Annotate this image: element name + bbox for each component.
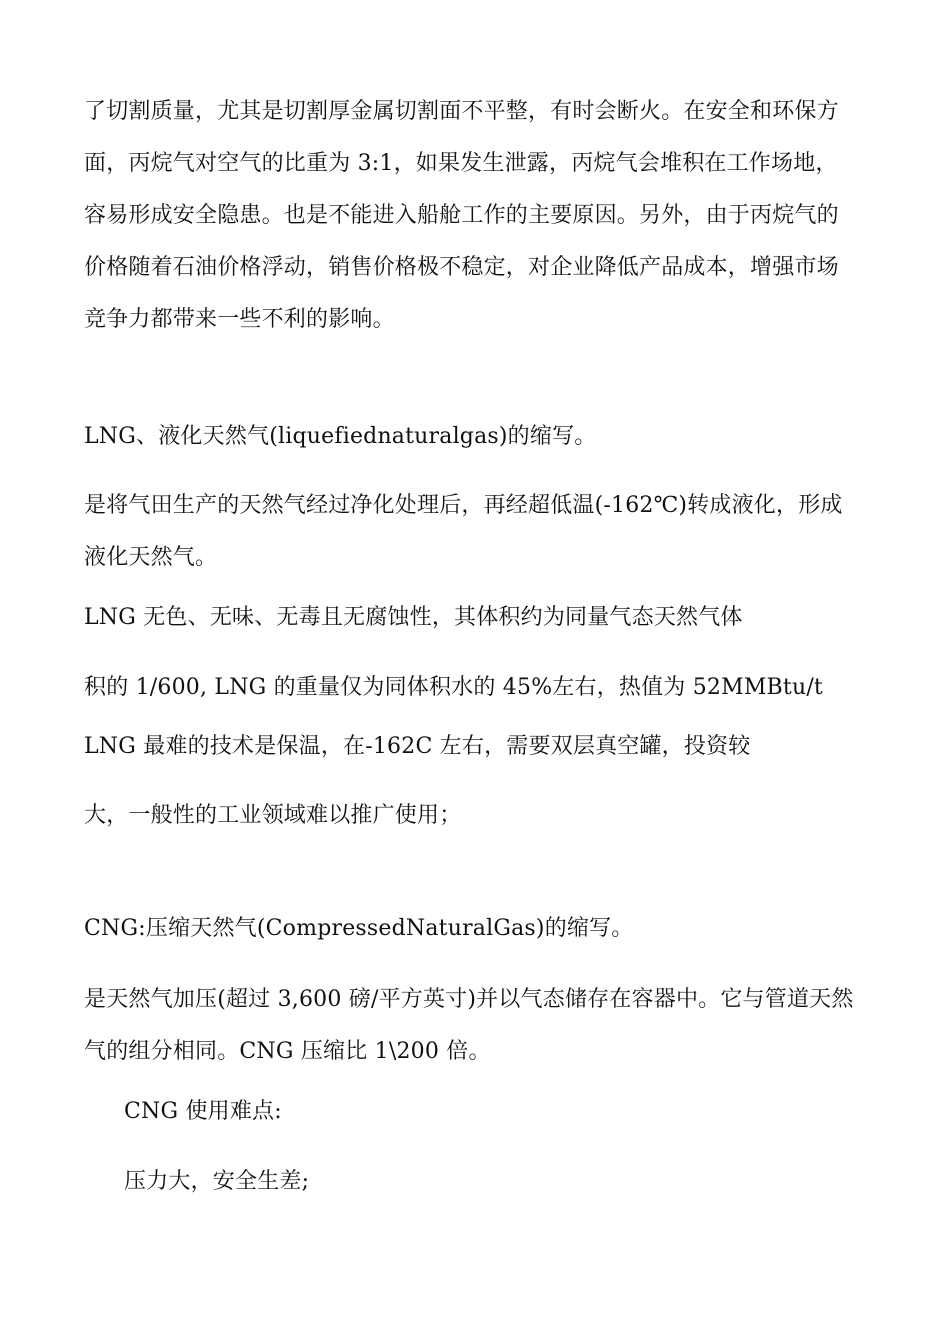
text-line: 液化天然气。 xyxy=(84,545,218,570)
text-line: 容易形成安全隐患。也是不能进入船舱工作的主要原因。另外，由于丙烷气的 xyxy=(84,203,839,228)
text-line: 面，丙烷气对空气的比重为 3:1，如果发生泄露，丙烷气会堆积在工作场地， xyxy=(84,151,838,176)
text-line: LNG 无色、无味、无毒且无腐蚀性，其体积约为同量气态天然气体 xyxy=(84,605,743,630)
paragraph-cng-difficulty-item xyxy=(124,1156,924,1208)
text-line: CNG:压缩天然气(CompressedNaturalGas)的缩写。 xyxy=(84,916,634,941)
text-line: 是天然气加压(超过 3,600 磅/平方英寸)并以气态储存在容器中。它与管道天然 xyxy=(84,987,854,1012)
paragraph-lng-limitation xyxy=(84,790,930,842)
text-line: LNG、液化天然气(liquefiednaturalgas)的缩写。 xyxy=(84,424,597,449)
text-line: 竞争力都带来一些不利的影响。 xyxy=(84,307,395,332)
paragraph-cng-definition xyxy=(84,903,930,955)
text-line: 压力大，安全生差; xyxy=(124,1169,310,1194)
text-line: CNG 使用难点: xyxy=(124,1099,282,1124)
paragraph-lng-volume xyxy=(84,662,930,714)
text-line: 了切割质量，尤其是切割厚金属切割面不平整，有时会断火。在安全和环保方 xyxy=(84,99,839,124)
text-line: LNG 最难的技术是保温，在-162C 左右，需要双层真空罐，投资较 xyxy=(84,734,751,759)
paragraph-lng-process xyxy=(84,480,930,584)
text-line: 气的组分相同。CNG 压缩比 1\200 倍。 xyxy=(84,1039,491,1064)
paragraph-cng-difficulties-heading xyxy=(124,1086,924,1138)
paragraph-propane-drawbacks xyxy=(84,86,930,346)
text-line: 是将气田生产的天然气经过净化处理后，再经超低温(-162℃)转成液化，形成 xyxy=(84,493,843,518)
paragraph-lng-definition xyxy=(84,411,930,463)
paragraph-cng-storage xyxy=(84,974,930,1078)
text-line: 积的 1/600, LNG 的重量仅为同体积水的 45%左右，热值为 52MMBtu/t xyxy=(84,675,823,700)
text-line: 价格随着石油价格浮动，销售价格极不稳定，对企业降低产品成本，增强市场 xyxy=(84,255,839,280)
text-line: 大，一般性的工业领域难以推广使用； xyxy=(84,803,462,828)
paragraph-lng-insulation xyxy=(84,721,930,773)
paragraph-lng-properties xyxy=(84,592,930,644)
